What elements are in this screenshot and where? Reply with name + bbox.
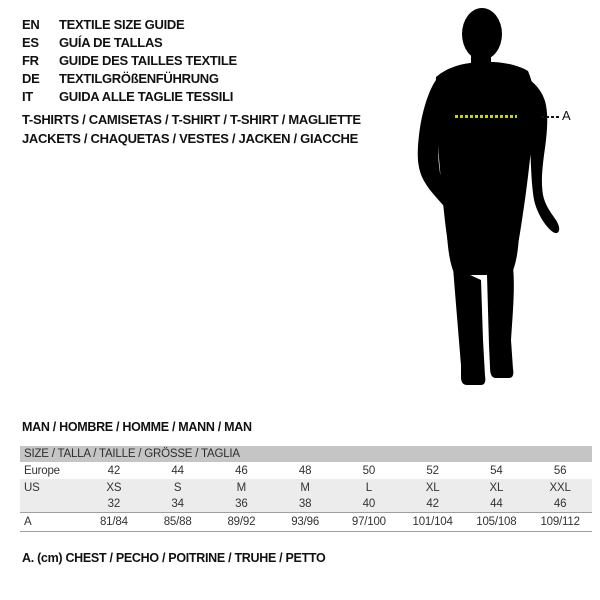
language-row <box>22 15 237 33</box>
language-list <box>22 15 237 105</box>
measure-label-a: A <box>562 108 571 123</box>
cell: M <box>273 479 337 496</box>
measurement-footnote: A. (cm) CHEST / PECHO / POITRINE / TRUHE / PETTO <box>22 551 326 565</box>
cell: 54 <box>490 464 503 477</box>
cell: 36 <box>210 496 274 513</box>
man-silhouette-icon <box>410 5 595 395</box>
section-title-man: MAN / HOMBRE / HOMME / MANN / MAN <box>22 420 252 434</box>
language-label: GUIDA ALLE TAGLIE TESSILI <box>59 88 234 104</box>
man-silhouette-figure <box>410 5 595 395</box>
cell: 81/84 <box>82 513 146 532</box>
chest-measure-dash-line <box>455 115 517 118</box>
table-row-europe <box>20 462 592 479</box>
cell: 34 <box>146 496 210 513</box>
size-table-header-row <box>20 446 592 462</box>
language-label: TEXTILE SIZE GUIDE <box>59 16 185 32</box>
category-line-jackets: JACKETS / CHAQUETAS / VESTES / JACKEN / GIACCHE <box>22 131 358 146</box>
table-row-chest-cm <box>20 513 592 532</box>
cell: 46 <box>235 464 248 477</box>
cell: 50 <box>362 464 376 477</box>
table-row-us-numeric <box>20 496 592 513</box>
language-row <box>22 87 237 105</box>
cell: M <box>210 479 274 496</box>
cell: 32 <box>82 496 146 513</box>
size-table-header: SIZE / TALLA / TAILLE / GRÖSSE / TAGLIA <box>20 446 592 462</box>
cell: 44 <box>171 464 184 477</box>
language-row <box>22 33 237 51</box>
cell: 101/104 <box>401 513 465 532</box>
category-titles <box>22 110 361 148</box>
category-line-tshirts: T-SHIRTS / CAMISETAS / T-SHIRT / T-SHIRT / MAGLIETTE <box>22 112 361 127</box>
language-label: TEXTILGRÖßENFÜHRUNG <box>59 70 219 86</box>
language-code: FR <box>22 52 39 68</box>
cell: 56 <box>553 464 567 477</box>
row-label: US <box>20 479 82 496</box>
language-code: IT <box>22 88 33 104</box>
cell: 46 <box>528 496 592 513</box>
language-code: EN <box>22 16 40 32</box>
cell: S <box>146 479 210 496</box>
cell: 93/96 <box>273 513 337 532</box>
table-row-us <box>20 479 592 496</box>
language-row <box>22 51 237 69</box>
cell: 97/100 <box>337 513 401 532</box>
cell: 38 <box>273 496 337 513</box>
language-code: DE <box>22 70 40 86</box>
cell: XL <box>401 479 465 496</box>
cell: XS <box>82 479 146 496</box>
size-table <box>20 446 592 532</box>
cell: 105/108 <box>465 513 529 532</box>
cell: 42 <box>107 464 121 477</box>
cell: L <box>337 479 401 496</box>
cell: 109/112 <box>528 513 592 532</box>
language-row <box>22 69 237 87</box>
cell: 48 <box>298 464 312 477</box>
language-label: GUÍA DE TALLAS <box>59 34 163 50</box>
language-code: ES <box>22 34 39 50</box>
cell: 89/92 <box>210 513 274 532</box>
cell: 42 <box>401 496 465 513</box>
row-label <box>20 496 82 513</box>
cell: XXL <box>528 479 592 496</box>
measure-pointer-dash-line <box>541 116 559 118</box>
language-label: GUIDE DES TAILLES TEXTILE <box>59 52 237 68</box>
row-label: A <box>20 513 82 532</box>
cell: 85/88 <box>146 513 210 532</box>
cell: 44 <box>465 496 529 513</box>
cell: 40 <box>337 496 401 513</box>
row-label: Europe <box>24 464 60 477</box>
cell: 52 <box>426 464 439 477</box>
cell: XL <box>465 479 529 496</box>
